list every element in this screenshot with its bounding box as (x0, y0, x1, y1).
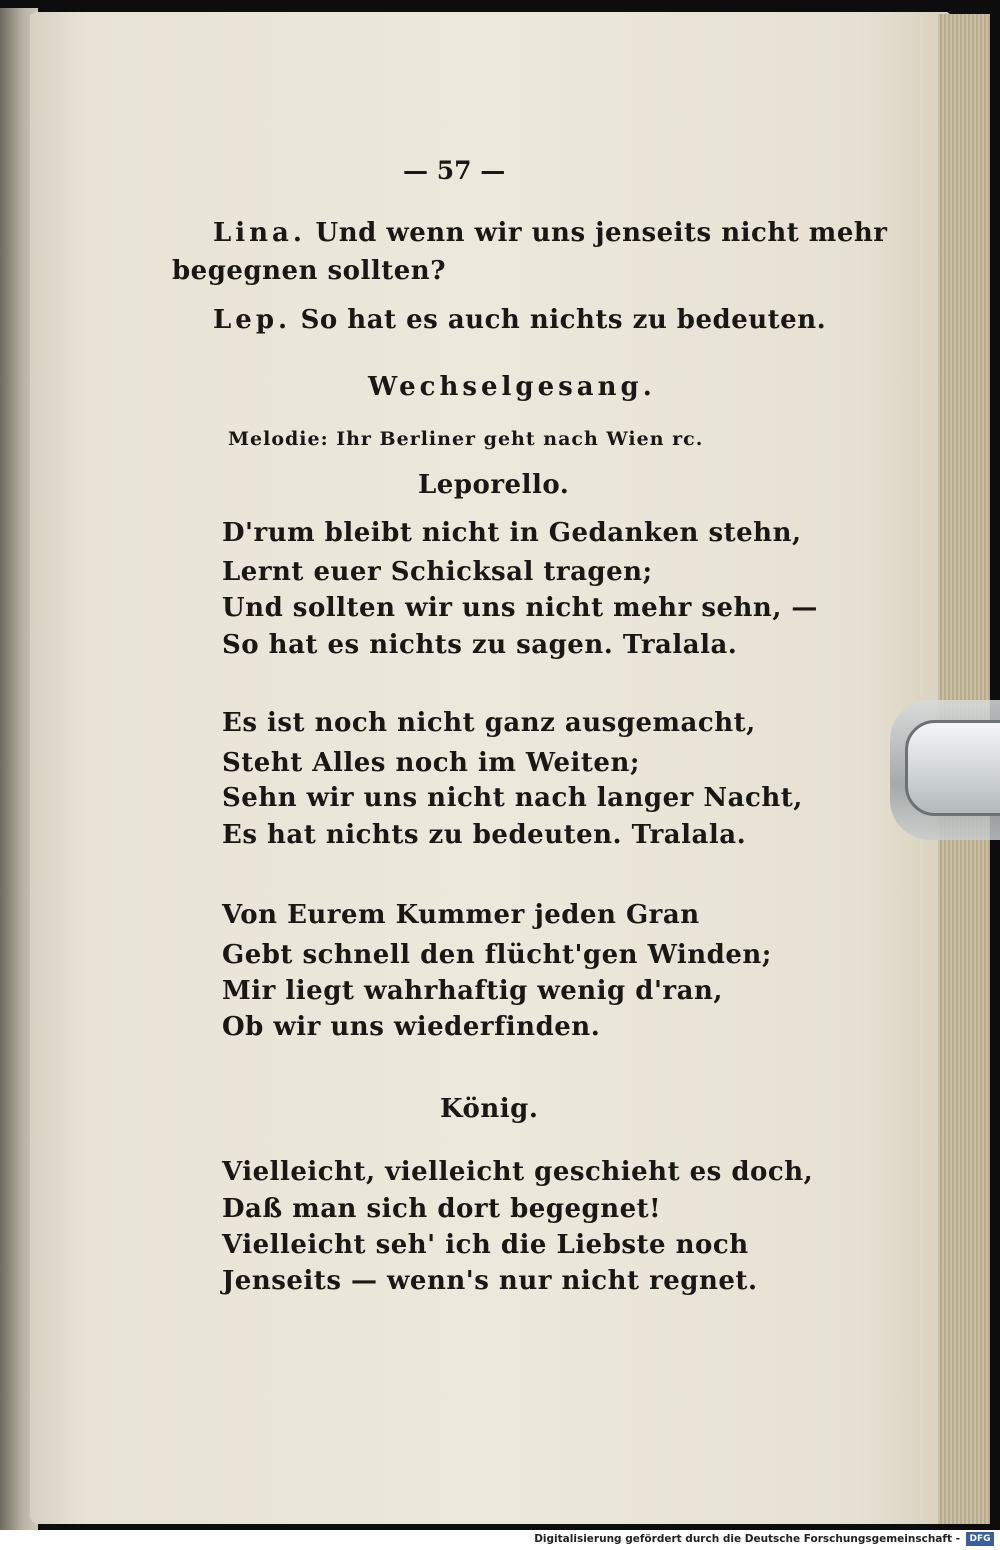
verse-line: Lernt euer Schicksal tragen; (222, 557, 653, 587)
verse-line: Vielleicht, vielleicht geschieht es doch, (222, 1157, 814, 1187)
page-clip-highlight (905, 720, 1000, 816)
verse-line: Mir liegt wahrhaftig wenig d'ran, (222, 976, 723, 1006)
verse-line: Gebt schnell den flücht'gen Winden; (222, 940, 772, 970)
dfg-credit: Digitalisierung gefördert durch die Deutsche Forschungsgemeinschaft - (534, 1533, 960, 1545)
melody-note: Melodie: Ihr Berliner geht nach Wien rc. (228, 428, 704, 450)
verse-line: Es ist noch nicht ganz ausgemacht, (222, 708, 756, 738)
verse-line: Und sollten wir uns nicht mehr sehn, — (222, 593, 818, 623)
verse-line: Es hat nichts zu bedeuten. Tralala. (222, 820, 747, 850)
verse-line: Ob wir uns wiederfinden. (222, 1012, 601, 1042)
verse-line: Steht Alles noch im Weiten; (222, 748, 640, 778)
dialogue-continuation: begegnen sollten? (172, 256, 446, 286)
verse-line: So hat es nichts zu sagen. Tralala. (222, 630, 738, 660)
dialogue-text: So hat es auch nichts zu bedeuten. (300, 305, 827, 335)
dfg-logo: DFG (966, 1532, 994, 1546)
speaker-heading-leporello: Leporello. (418, 470, 570, 500)
verse-line: Vielleicht seh' ich die Liebste noch (222, 1230, 749, 1260)
dialogue-text: Und wenn wir uns jenseits nicht mehr (315, 218, 888, 248)
speaker-heading-koenig: König. (440, 1094, 539, 1124)
page-number: — 57 — (403, 156, 506, 185)
verse-line: Von Eurem Kummer jeden Gran (222, 900, 700, 930)
speaker-name: Lep. (213, 305, 292, 335)
dialogue-line-2 (213, 305, 826, 335)
section-title: Wechselgesang. (368, 372, 656, 402)
verse-line: Jenseits — wenn's nur nicht regnet. (222, 1266, 758, 1296)
verse-line: D'rum bleibt nicht in Gedanken stehn, (222, 518, 802, 548)
dialogue-line-1 (213, 218, 887, 248)
verse-line: Sehn wir uns nicht nach langer Nacht, (222, 783, 803, 813)
verse-line: Daß man sich dort begegnet! (222, 1194, 662, 1224)
speaker-name: Lina. (213, 218, 306, 248)
